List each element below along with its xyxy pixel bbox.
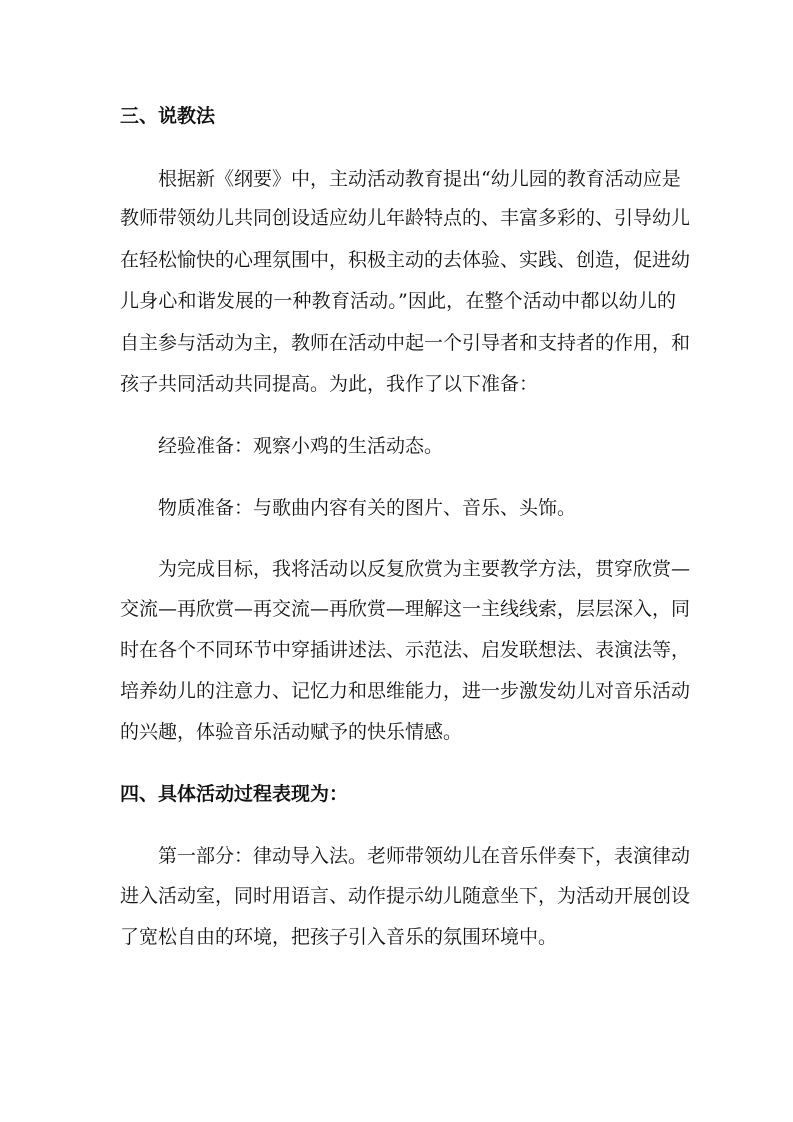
section-heading-teaching-methods: 三、说教法 [120, 105, 216, 127]
material-preparation: 物质准备：与歌曲内容有关的图片、音乐、头饰。 [158, 497, 577, 519]
paragraph-line: 孩子共同活动共同提高。为此，我作了以下准备： [120, 373, 539, 395]
paragraph-line: 培养幼儿的注意力、记忆力和思维能力，进一步激发幼儿对音乐活动 [120, 680, 691, 702]
experience-preparation: 经验准备：观察小鸡的生活动态。 [158, 435, 444, 457]
paragraph-line: 在轻松愉快的心理氛围中，积极主动的去体验、实践、创造，促进幼 [120, 249, 691, 271]
paragraph-line: 第一部分：律动导入法。老师带领幼儿在音乐伴奏下，表演律动 [158, 845, 691, 867]
section-heading-activity-process: 四、具体活动过程表现为： [120, 783, 349, 805]
paragraph-line: 交流—再欣赏—再交流—再欣赏—理解这一主线线索，层层深入，同 [120, 598, 691, 620]
paragraph-line: 教师带领幼儿共同创设适应幼儿年龄特点的、丰富多彩的、引导幼儿 [120, 207, 691, 229]
paragraph-line: 自主参与活动为主，教师在活动中起一个引导者和支持者的作用，和 [120, 332, 691, 354]
paragraph-line: 根据新《纲要》中，主动活动教育提出“幼儿园的教育活动应是 [158, 168, 681, 190]
paragraph-line: 的兴趣，体验音乐活动赋予的快乐情感。 [120, 721, 463, 743]
paragraph-line: 进入活动室，同时用语言、动作提示幼儿随意坐下，为活动开展创设 [120, 885, 691, 907]
paragraph-line: 儿身心和谐发展的一种教育活动。”因此，在整个活动中都以幼儿的 [120, 290, 676, 312]
paragraph-line: 时在各个不同环节中穿插讲述法、示范法、启发联想法、表演法等， [120, 639, 691, 661]
paragraph-line: 为完成目标，我将活动以反复欣赏为主要教学方法，贯穿欣赏— [158, 558, 691, 580]
paragraph-line: 了宽松自由的环境，把孩子引入音乐的氛围环境中。 [120, 926, 558, 948]
